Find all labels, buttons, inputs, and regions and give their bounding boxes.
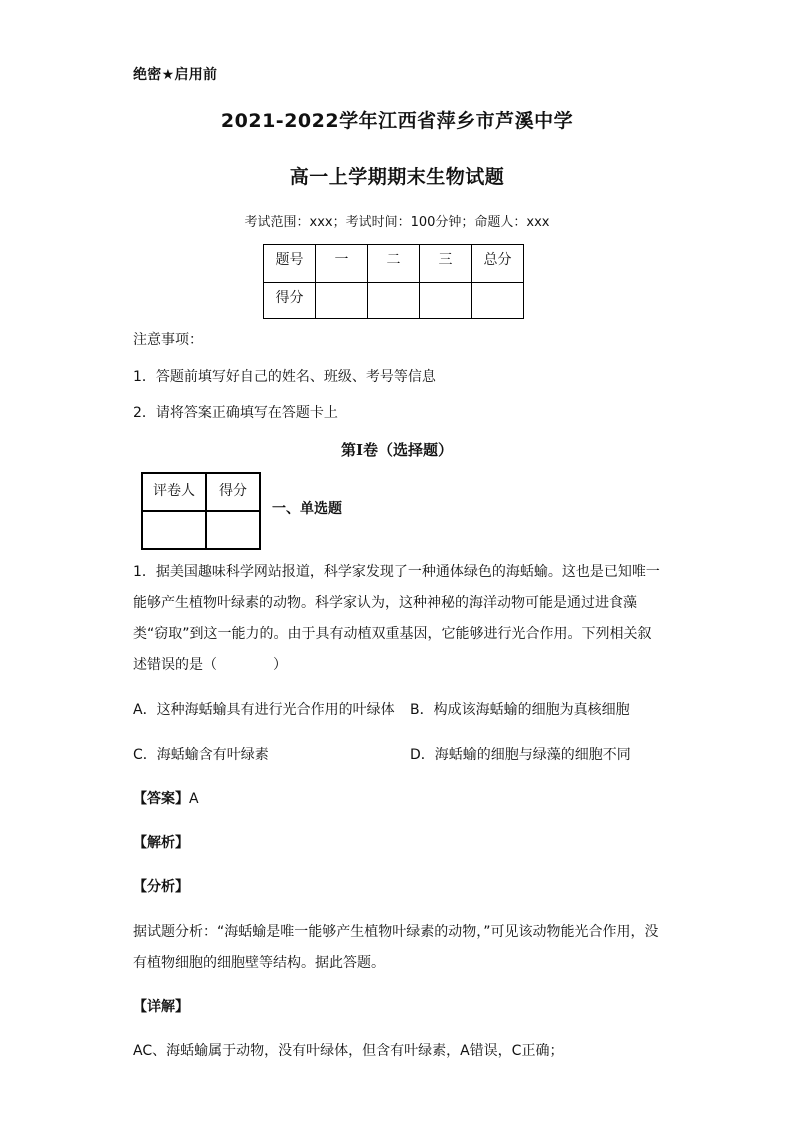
score-blank-cell [368, 283, 420, 319]
exam-title-line1: 2021-2022学年江西省萍乡市芦溪中学 [220, 110, 574, 132]
question-type-heading: 一、单选题 [272, 501, 342, 517]
score-table-header-row [264, 245, 524, 283]
answer-value: A [189, 791, 199, 807]
notice-heading: 注意事项： [133, 332, 203, 348]
option-d: D．海蛞蝓的细胞与绿藻的细胞不同 [410, 747, 631, 763]
score-blank-cell [316, 283, 368, 319]
grader-blank-row [142, 511, 260, 549]
answer-line [133, 788, 199, 808]
grader-blank-cell [206, 511, 260, 549]
question-stem: 1．据美国趣味科学网站报道，科学家发现了一种通体绿色的海蛞蝓。这也是已知唯一能够产生植物叶绿素的动物。科学家认为，这种神秘的海洋动物可能是通过进食藻类“窃取”到这一能力的。由于具有动植双重基因，它能够进行光合作用。下列相关叙述错误的是（ ） [133, 564, 660, 673]
exam-info: 考试范围：xxx；考试时间：100分钟；命题人：xxx [244, 215, 550, 230]
detail-text: AC、海蛞蝓属于动物，没有叶绿体，但含有叶绿素，A错误，C正确； [133, 1043, 564, 1059]
score-header-cell: 总分 [472, 245, 524, 283]
option-a: A．这种海蛞蝓具有进行光合作用的叶绿体 [133, 702, 395, 718]
answer-label: 【答案】 [133, 791, 189, 807]
fenxi-label: 【分析】 [133, 879, 189, 895]
notice-item: 2．请将答案正确填写在答题卡上 [133, 405, 338, 421]
score-table [263, 244, 524, 319]
exam-title-line2: 高一上学期期末生物试题 [289, 166, 505, 188]
score-table-score-row [264, 283, 524, 319]
score-header-cell: 二 [368, 245, 420, 283]
score-header-cell: 一 [316, 245, 368, 283]
grader-header-row [142, 473, 260, 511]
grader-header-cell: 得分 [206, 473, 260, 511]
score-header-cell: 题号 [264, 245, 316, 283]
analysis-text: 据试题分析：“海蛞蝓是唯一能够产生植物叶绿素的动物，”可见该动物能光合作用，没有植物细胞的细胞壁等结构。据此答题。 [133, 924, 659, 971]
secret-label: 绝密★启用前 [133, 67, 218, 83]
option-b: B．构成该海蛞蝓的细胞为真核细胞 [410, 702, 630, 718]
score-blank-cell [472, 283, 524, 319]
notice-item: 1．答题前填写好自己的姓名、班级、考号等信息 [133, 369, 436, 385]
section-title: 第I卷（选择题） [340, 441, 454, 459]
grader-header-cell: 评卷人 [142, 473, 206, 511]
xiangjie-label: 【详解】 [133, 999, 189, 1015]
option-c: C．海蛞蝓含有叶绿素 [133, 747, 269, 763]
score-blank-cell [420, 283, 472, 319]
jiexi-label: 【解析】 [133, 835, 189, 851]
grader-table [141, 472, 261, 550]
score-row-label: 得分 [264, 283, 316, 319]
grader-blank-cell [142, 511, 206, 549]
score-header-cell: 三 [420, 245, 472, 283]
